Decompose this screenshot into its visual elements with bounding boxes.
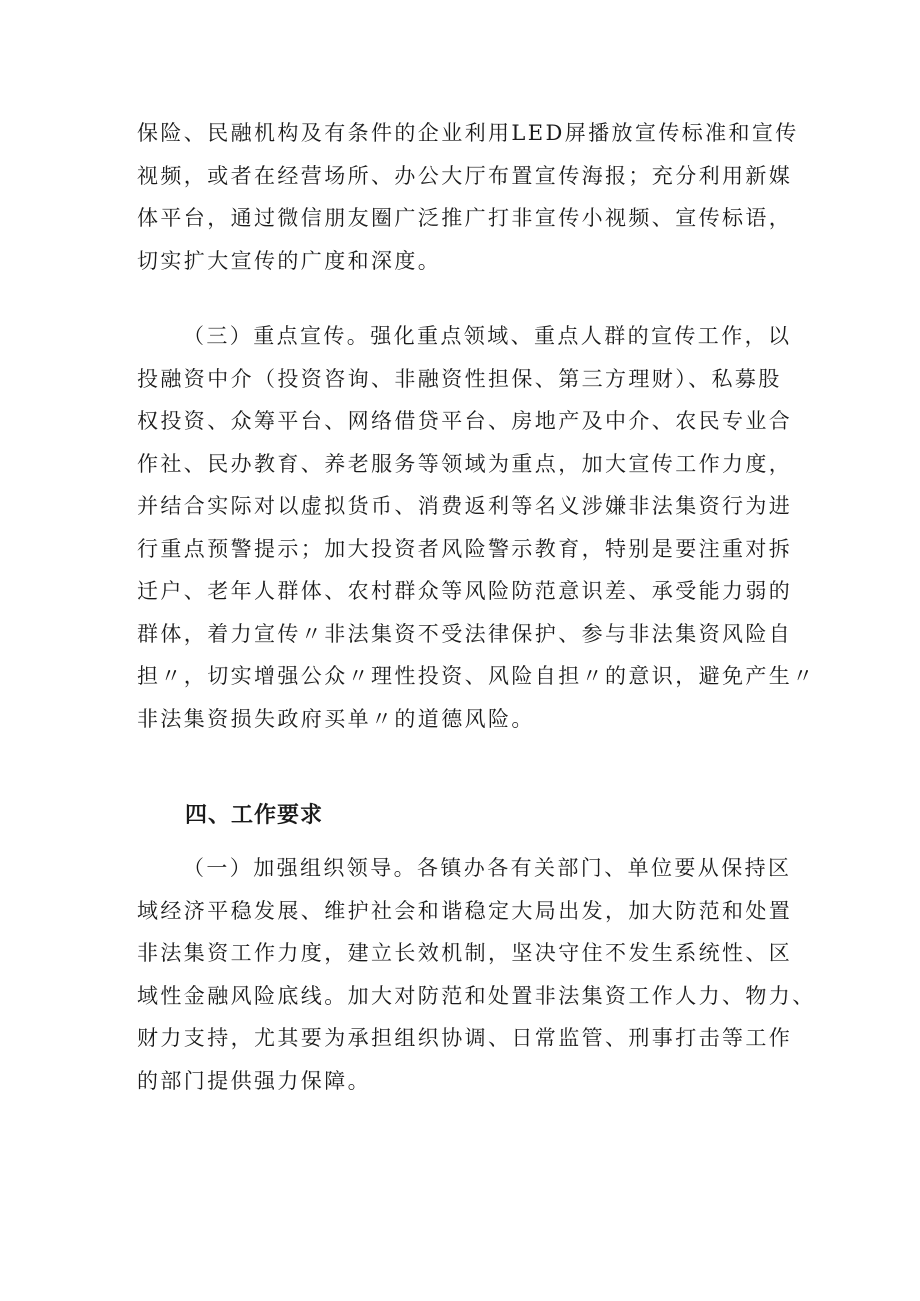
text-line: 财力支持，尤其要为承担组织协调、日常监管、刑事打击等工作 <box>137 1026 793 1050</box>
text-line: 视频，或者在经营场所、办公大厅布置宣传海报；充分利用新媒 <box>137 163 793 188</box>
paragraph-organizational-leadership <box>137 847 816 1102</box>
text-line: 非法集资工作力度，建立长效机制，坚决守住不发生系统性、区 <box>137 941 793 965</box>
text-line: 切实扩大宣传的广度和深度。 <box>137 248 442 273</box>
text-line: 非法集资损失政府买单〃的道德风险。 <box>137 706 535 731</box>
text-line: 权投资、众筹平台、网络借贷平台、房地产及中介、农民专业合 <box>137 409 793 433</box>
text-line: 域经济平稳发展、维护社会和谐稳定大局出发，加大防范和处置 <box>137 898 793 923</box>
paragraph-key-promotion <box>137 315 816 740</box>
text-line: 保险、民融机构及有条件的企业利用LED屏播放宣传标准和宣传 <box>137 121 799 145</box>
text-line: 的部门提供强力保障。 <box>137 1068 371 1093</box>
text-line: 作社、民办教育、养老服务等领域为重点，加大宣传工作力度， <box>137 451 793 476</box>
text-line: （三）重点宣传。强化重点领域、重点人群的宣传工作，以 <box>183 324 792 348</box>
text-line: 并结合实际对以虚拟货币、消费返利等名义涉嫌非法集资行为进 <box>137 494 793 518</box>
text-line: 体平台，通过微信朋友圈广泛推广打非宣传小视频、宣传标语， <box>137 206 793 230</box>
text-line: 行重点预警提示；加大投资者风险警示教育，特别是要注重对拆 <box>137 536 793 561</box>
text-line: 迁户、老年人群体、农村群众等风险防范意识差、承受能力弱的 <box>137 579 793 603</box>
text-line: 投融资中介（投资咨询、非融资性担保、第三方理财）、私募股 <box>137 366 782 391</box>
text-line: 群体，着力宣传〃非法集资不受法律保护、参与非法集资风险自 <box>137 621 793 646</box>
text-line: 域性金融风险底线。加大对防范和处置非法集资工作人力、物力、 <box>137 983 816 1008</box>
text-line: 担〃，切实增强公众〃理性投资、风险自担〃的意识，避免产生〃 <box>137 664 816 688</box>
paragraph-promotion-channels <box>137 112 797 282</box>
section-heading: 四、工作要求 <box>185 803 324 828</box>
text-line: （一）加强组织领导。各镇办各有关部门、单位要从保持区 <box>183 856 792 880</box>
